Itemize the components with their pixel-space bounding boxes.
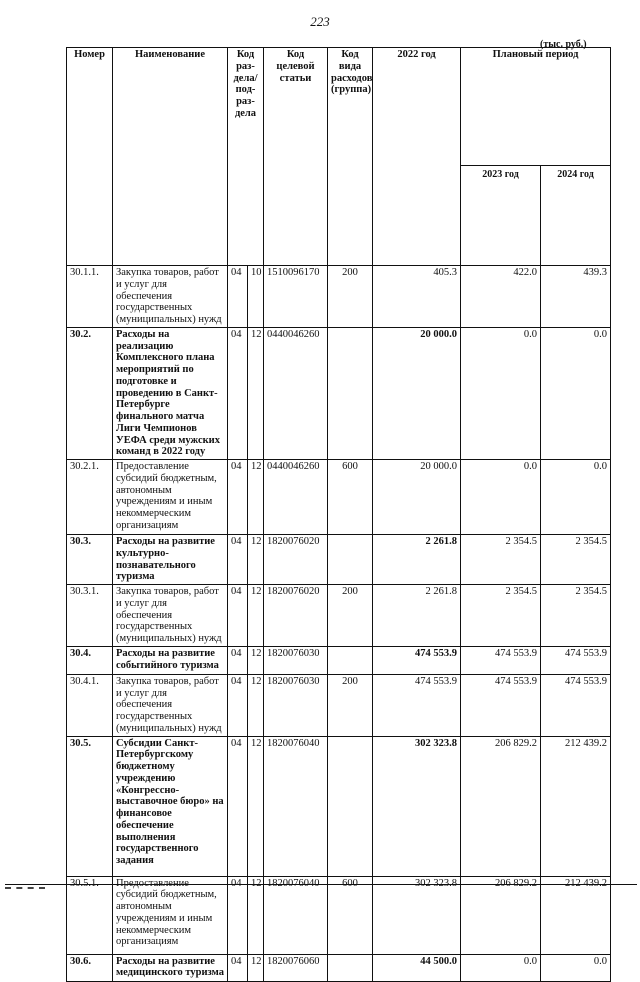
- row-name: Расходы на развитие медицинского туризма: [113, 954, 228, 981]
- row-subsection: 12: [248, 876, 264, 954]
- row-exptype: [328, 535, 373, 585]
- row-value-2022: 2 261.8: [373, 585, 461, 647]
- row-value-2023: 474 553.9: [461, 674, 541, 736]
- row-value-2023: 0.0: [461, 460, 541, 535]
- row-value-2022: 302 323.8: [373, 876, 461, 954]
- row-target: 1820076030: [264, 674, 328, 736]
- row-target: 0440046260: [264, 327, 328, 459]
- row-number: 30.1.1.: [67, 266, 113, 328]
- row-subsection: 10: [248, 266, 264, 328]
- row-number: 30.4.: [67, 646, 113, 674]
- row-value-2024: 212 439.2: [541, 876, 611, 954]
- header-section: Код раз-дела/ под-раз-дела: [228, 48, 264, 266]
- row-value-2024: 2 354.5: [541, 535, 611, 585]
- row-exptype: [328, 736, 373, 876]
- row-value-2024: 2 354.5: [541, 585, 611, 647]
- row-section: 04: [228, 585, 248, 647]
- row-exptype: [328, 646, 373, 674]
- table-row: [67, 535, 611, 585]
- row-value-2024: 0.0: [541, 460, 611, 535]
- table-row: [67, 460, 611, 535]
- row-exptype: [328, 327, 373, 459]
- row-section: 04: [228, 460, 248, 535]
- row-subsection: 12: [248, 460, 264, 535]
- table-row: [67, 646, 611, 674]
- header-2022: 2022 год: [373, 48, 461, 266]
- page-number: 223: [310, 14, 330, 29]
- table-row: [67, 266, 611, 328]
- row-number: 30.2.1.: [67, 460, 113, 535]
- row-section: 04: [228, 646, 248, 674]
- row-number: 30.2.: [67, 327, 113, 459]
- row-section: 04: [228, 266, 248, 328]
- row-exptype: 200: [328, 266, 373, 328]
- table-row: [67, 736, 611, 876]
- row-name: Закупка товаров, работ и услуг для обеспечения государственных (муниципальных) нужд: [113, 585, 228, 647]
- row-exptype: [328, 954, 373, 981]
- row-value-2022: 20 000.0: [373, 327, 461, 459]
- header-planned: Плановый период: [461, 48, 611, 166]
- row-value-2024: 439.3: [541, 266, 611, 328]
- row-section: 04: [228, 535, 248, 585]
- row-target: 1820076030: [264, 646, 328, 674]
- row-name: Предоставление субсидий бюджетным, автономным учреждениям и иным некоммерческим организациям: [113, 460, 228, 535]
- row-subsection: 12: [248, 646, 264, 674]
- table-row: [67, 585, 611, 647]
- footer-rule: [5, 884, 637, 885]
- row-subsection: 12: [248, 674, 264, 736]
- row-name: Расходы на развитие культурно-познавательного туризма: [113, 535, 228, 585]
- row-subsection: 12: [248, 736, 264, 876]
- row-target: 0440046260: [264, 460, 328, 535]
- row-name: Предоставление субсидий бюджетным, автономным учреждениям и иным некоммерческим организациям: [113, 876, 228, 954]
- row-section: 04: [228, 674, 248, 736]
- row-value-2023: 0.0: [461, 327, 541, 459]
- row-value-2022: 474 553.9: [373, 646, 461, 674]
- row-subsection: 12: [248, 327, 264, 459]
- row-value-2022: 405.3: [373, 266, 461, 328]
- row-value-2023: 206 829.2: [461, 736, 541, 876]
- header-2023: 2023 год: [461, 166, 541, 266]
- header-target: Код целевой статьи: [264, 48, 328, 266]
- row-value-2022: 20 000.0: [373, 460, 461, 535]
- row-name: Закупка товаров, работ и услуг для обеспечения государственных (муниципальных) нужд: [113, 266, 228, 328]
- header-2024: 2024 год: [541, 166, 611, 266]
- row-value-2024: 0.0: [541, 327, 611, 459]
- row-exptype: 600: [328, 460, 373, 535]
- row-number: 30.4.1.: [67, 674, 113, 736]
- row-exptype: 600: [328, 876, 373, 954]
- row-value-2022: 44 500.0: [373, 954, 461, 981]
- units-label: (тыс. руб.): [540, 39, 587, 50]
- row-section: 04: [228, 954, 248, 981]
- row-number: 30.6.: [67, 954, 113, 981]
- row-value-2023: 2 354.5: [461, 585, 541, 647]
- row-section: 04: [228, 327, 248, 459]
- row-subsection: 12: [248, 585, 264, 647]
- row-value-2023: 2 354.5: [461, 535, 541, 585]
- row-target: 1510096170: [264, 266, 328, 328]
- row-value-2023: 474 553.9: [461, 646, 541, 674]
- row-value-2022: 474 553.9: [373, 674, 461, 736]
- row-number: 30.5.1.: [67, 876, 113, 954]
- table-row: [67, 954, 611, 981]
- row-number: 30.3.1.: [67, 585, 113, 647]
- table-row: [67, 876, 611, 954]
- row-value-2024: 474 553.9: [541, 674, 611, 736]
- row-name: Закупка товаров, работ и услуг для обеспечения государственных (муниципальных) нужд: [113, 674, 228, 736]
- table-body: [67, 266, 611, 982]
- header-name: Наименование: [113, 48, 228, 266]
- row-name: Расходы на развитие событийного туризма: [113, 646, 228, 674]
- row-target: 1820076020: [264, 585, 328, 647]
- row-subsection: 12: [248, 954, 264, 981]
- row-value-2024: 0.0: [541, 954, 611, 981]
- header-exptype: Код вида расходов (группа): [328, 48, 373, 266]
- row-subsection: 12: [248, 535, 264, 585]
- row-value-2024: 474 553.9: [541, 646, 611, 674]
- row-value-2022: 302 323.8: [373, 736, 461, 876]
- header-number: Номер: [67, 48, 113, 266]
- row-target: 1820076040: [264, 876, 328, 954]
- row-value-2023: 0.0: [461, 954, 541, 981]
- row-name: Субсидии Санкт-Петербургскому бюджетному учреждению «Конгрессно-выставочное бюро» на финансовое обеспечение выполнения государственного задания: [113, 736, 228, 876]
- row-name: Расходы на реализацию Комплексного плана мероприятий по подготовке и проведению в Санкт-Петербурге финального матча Лиги Чемпионов УЕФА среди мужских команд в 2022 году: [113, 327, 228, 459]
- row-value-2023: 422.0: [461, 266, 541, 328]
- row-target: 1820076020: [264, 535, 328, 585]
- row-section: 04: [228, 736, 248, 876]
- row-target: 1820076060: [264, 954, 328, 981]
- table-row: [67, 327, 611, 459]
- row-target: 1820076040: [264, 736, 328, 876]
- row-value-2022: 2 261.8: [373, 535, 461, 585]
- row-value-2023: 206 829.2: [461, 876, 541, 954]
- budget-table: [66, 47, 611, 982]
- row-number: 30.5.: [67, 736, 113, 876]
- row-number: 30.3.: [67, 535, 113, 585]
- row-exptype: 200: [328, 585, 373, 647]
- row-section: 04: [228, 876, 248, 954]
- row-value-2024: 212 439.2: [541, 736, 611, 876]
- footer-mark: [5, 887, 45, 889]
- row-exptype: 200: [328, 674, 373, 736]
- table-row: [67, 674, 611, 736]
